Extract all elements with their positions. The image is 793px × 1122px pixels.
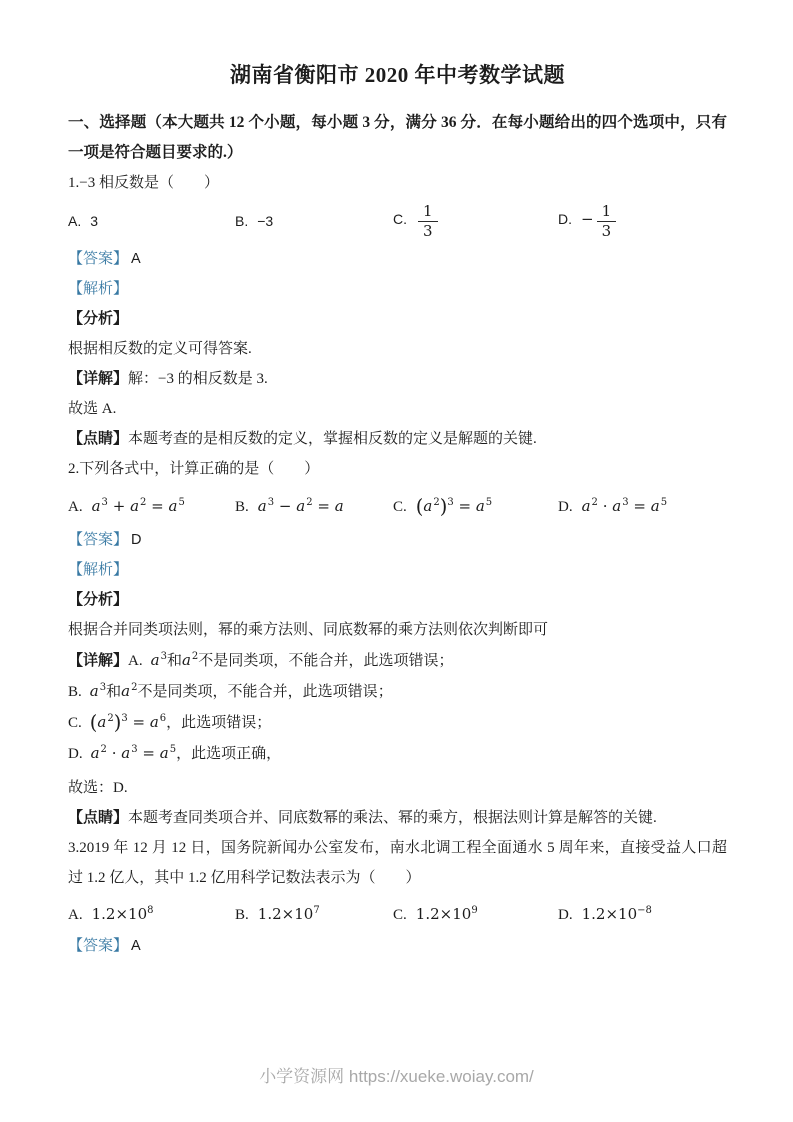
question-2-guxuan: 故选：D. xyxy=(68,780,128,796)
question-1-option-b xyxy=(235,206,393,237)
question-1-option-a xyxy=(68,206,235,237)
question-2-jiexi-line xyxy=(68,555,727,585)
question-3-option-b xyxy=(235,898,393,931)
question-1-guxuan: 故选 A. xyxy=(68,401,117,417)
answer-label: 【答案】 xyxy=(68,938,129,954)
dianjing-label: 【点睛】 xyxy=(68,810,129,826)
question-1-answer-line xyxy=(68,244,727,274)
question-1-fenxi-text: 根据相反数的定义可得答案. xyxy=(68,341,252,357)
document-content xyxy=(68,0,727,961)
option-formula: $a^3 + a^2 = a^5$ xyxy=(91,497,185,515)
option-formula: $1.2\times 10^8$ xyxy=(91,905,154,923)
question-1-dianjing-line xyxy=(68,424,727,454)
question-2-detail-c xyxy=(68,707,727,738)
question-2-option-c xyxy=(393,488,558,525)
answer-label: 【答案】 xyxy=(68,532,129,548)
fenxi-label: 【分析】 xyxy=(68,311,129,327)
xiangjie-label: 【详解】 xyxy=(68,371,129,387)
option-letter: C. xyxy=(393,211,407,228)
detail-formula: $a^3$和$a^2$不是同类项，不能合并，此选项错误； xyxy=(89,682,393,700)
answer-letter: D xyxy=(131,532,142,548)
question-2-option-b xyxy=(235,488,393,525)
option-value: 3 xyxy=(90,212,99,229)
option-letter: B. xyxy=(235,907,249,923)
question-1-xiangjie-line xyxy=(68,364,727,394)
detail-letter: D. xyxy=(68,746,83,762)
option-letter: A. xyxy=(68,212,82,229)
question-2-option-d xyxy=(558,488,727,525)
question-2-fenxi-text: 根据合并同类项法则，幂的乘方法则、同底数幂的乘方法则依次判断即可 xyxy=(68,622,549,638)
xiangjie-label: 【详解】 xyxy=(68,653,129,669)
option-letter: C. xyxy=(393,907,407,923)
fraction-numerator: 1 xyxy=(418,202,438,222)
dianjing-text: 本题考查的是相反数的定义，掌握相反数的定义是解题的关键. xyxy=(128,431,537,447)
question-3-stem: 3.2019 年 12 月 12 日，国务院新闻办公室发布，南水北调工程全面通水 5 周年来，直接受益人口超过 1.2 亿人，其中 1.2 亿用科学记数法表示为（ ） xyxy=(68,840,727,886)
question-3-option-a xyxy=(68,898,235,931)
question-2-option-a xyxy=(68,488,235,525)
option-formula: $(a^2)^3 = a^5$ xyxy=(415,495,493,518)
fraction-denominator: 3 xyxy=(423,221,433,240)
question-2-fenxi-line xyxy=(68,585,727,615)
fraction-denominator: 3 xyxy=(601,221,612,240)
page-title: 湖南省衡阳市 2020 年中考数学试题 xyxy=(230,63,565,87)
question-1-option-d xyxy=(558,202,727,241)
dianjing-text: 本题考查同类项合并、同底数幂的乘法、幂的乘方，根据法则计算是解答的关键. xyxy=(128,810,657,826)
jiexi-label: 【解析】 xyxy=(68,281,129,297)
option-formula: $a^3 - a^2 = a$ xyxy=(257,497,344,515)
option-letter: A. xyxy=(68,499,83,515)
question-2-detail-d xyxy=(68,738,727,769)
question-1-options xyxy=(68,198,727,244)
option-letter: C. xyxy=(393,499,407,515)
option-letter: D. xyxy=(558,499,573,515)
detail-formula: $(a^2)^3 = a^6$，此选项错误； xyxy=(89,711,272,734)
option-formula: $1.2\times 10^9$ xyxy=(415,905,478,923)
detail-letter: C. xyxy=(68,715,82,731)
minus-sign: − xyxy=(581,210,594,229)
option-letter: B. xyxy=(235,499,249,515)
option-formula: $1.2\times 10^7$ xyxy=(257,905,320,923)
answer-letter: A xyxy=(131,938,141,954)
question-3-option-d xyxy=(558,898,727,931)
question-2-dianjing-line xyxy=(68,803,727,833)
question-1-jiexi-line xyxy=(68,274,727,304)
question-3-options xyxy=(68,898,727,931)
question-2-answer-line xyxy=(68,525,727,555)
question-2-stem: 2.下列各式中，计算正确的是（ ） xyxy=(68,461,320,477)
section-heading: 一、选择题（本大题共 12 个小题，每小题 3 分，满分 36 分．在每小题给出的四个选项中，只有一项是符合题目要求的.） xyxy=(68,114,727,161)
option-formula: $a^2 \cdot a^3 = a^5$ xyxy=(581,497,668,515)
dianjing-label: 【点睛】 xyxy=(68,431,129,447)
detail-letter: A. xyxy=(128,653,143,669)
fraction xyxy=(418,202,438,241)
option-letter: A. xyxy=(68,907,83,923)
jiexi-label: 【解析】 xyxy=(68,562,129,578)
question-2-options xyxy=(68,488,727,525)
answer-label: 【答案】 xyxy=(68,251,129,267)
question-1-option-c xyxy=(393,202,558,241)
question-3-option-c xyxy=(393,898,558,931)
fenxi-label: 【分析】 xyxy=(68,592,129,608)
fraction xyxy=(597,202,617,241)
question-1-stem: 1.−3 相反数是（ ） xyxy=(68,175,219,191)
option-value: −3 xyxy=(257,212,274,229)
question-2-detail-b xyxy=(68,676,727,707)
option-formula: $1.2\times 10^{-8}$ xyxy=(581,905,652,923)
footer-watermark: 小学资源网 https://xueke.woiay.com/ xyxy=(259,1067,534,1086)
detail-formula: $a^3$和$a^2$不是同类项，不能合并，此选项错误； xyxy=(150,651,454,669)
fraction-numerator: 1 xyxy=(597,202,617,222)
answer-letter: A xyxy=(131,251,141,267)
detail-letter: B. xyxy=(68,684,82,700)
option-letter: D. xyxy=(558,907,573,923)
question-2-detail-a xyxy=(68,645,727,676)
question-3-answer-line xyxy=(68,931,727,961)
option-letter: B. xyxy=(235,212,249,229)
option-letter: D. xyxy=(558,211,572,228)
xiangjie-text: 解：−3 的相反数是 3. xyxy=(128,371,268,387)
question-1-fenxi-line xyxy=(68,304,727,334)
detail-formula: $a^2 \cdot a^3 = a^5$，此选项正确， xyxy=(90,744,282,762)
